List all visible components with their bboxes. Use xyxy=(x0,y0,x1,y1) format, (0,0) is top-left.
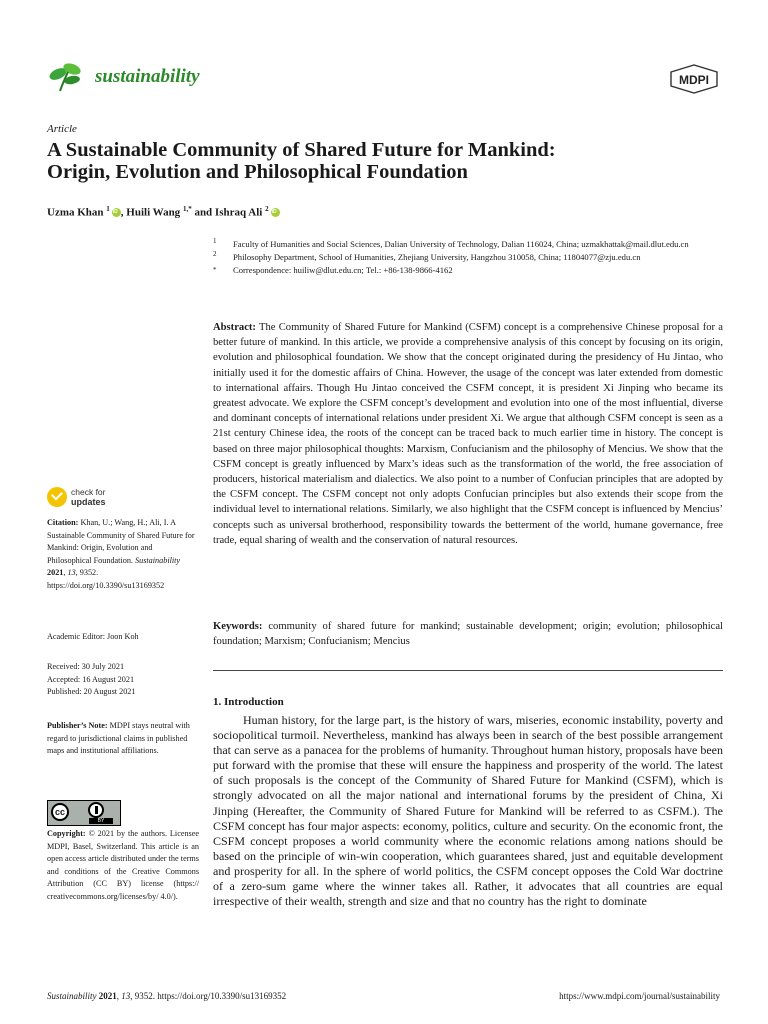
author-name[interactable]: and Ishraq Ali xyxy=(191,206,263,219)
keywords-text: community of shared future for mankind; sustainable development; origin; evolution; philosophical foundation; Marxism; Confucianism; Mencius xyxy=(213,621,723,648)
affiliation-mark: 1 xyxy=(213,237,217,245)
check-line-1: check for xyxy=(71,487,106,497)
affiliation-item xyxy=(213,251,723,264)
citation-journal: Sustainability xyxy=(135,555,181,565)
check-icon xyxy=(47,487,67,507)
affiliations xyxy=(213,238,723,277)
footer-volume: 13 xyxy=(121,991,131,1001)
accepted-date: Accepted: 16 August 2021 xyxy=(47,674,135,684)
journal-name[interactable]: sustainability xyxy=(95,66,200,87)
citation-text: Khan, U.; Wang, H.; Ali, I. A Sustainable Community of Shared Future for Mankind: Origin, Evolution and Philosophical Foundation. xyxy=(47,518,195,565)
publishers-note xyxy=(47,720,199,758)
keywords xyxy=(213,619,723,649)
citation-year: 2021 xyxy=(47,568,64,578)
cc-by-license-icon[interactable] xyxy=(47,800,121,826)
received-date: Received: 30 July 2021 xyxy=(47,662,125,671)
article-type-label: Article xyxy=(47,123,77,135)
copyright-text: © 2021 by the authors. Licensee MDPI, Basel, Switzerland. This article is an open access article distributed under the terms and conditions of the Creative Commons Attribution (CC BY) license (https:// creativecommons.org/licenses/by/ 4.0/). xyxy=(47,829,200,901)
citation-volume: 13 xyxy=(67,568,76,578)
footer-journal-url[interactable]: https://www.mdpi.com/journal/sustainability xyxy=(559,991,720,1001)
correspondence-text: Correspondence: huiliw@dlut.edu.cn; Tel.: +86-138-9866-4162 xyxy=(233,265,453,275)
abstract-text: The Community of Shared Future for Mankind (CSFM) concept is a comprehensive Chinese proposal for a better future of mankind. In this article, we provide a comprehensive analysis of this concept by focusing on its origin, evolution and philosophical foundation. We show that the concept originated during the presidency of Hu Jintao, who initially used it for the domestic affairs of China. However, the usage of the concept was later extended from domestic to international affairs. Though Hu Jintao conceived the CSFM concept, it is president Xi Jinping who became its greatest advocate. We explore the CSFM concept’s development and evolution into one of the most influential, diverse and dominant concepts of international relations under president Xi. We argue that although CSFM concept is seen as a 21st century Chinese idea, the roots of the concept can be traced back to much earlier time in history. The concept is based on three major philosophical thoughts: Marxism, Confucianism and the philosophy of Mencius. We show that the CSFM concept is greatly influenced by Marx’s ideas such as the transformation of the world, the free association of producers, historical materialism and dialectics. We also point to a number of Confucian principles that are adopted by the CSFM concept. The CSFM concept not only adopts Confucian principles but also extends their scope from the individual level to international relations. Similarly, we also highlight that the CSFM concept is influenced by Mencius’ concepts such as universal brotherhood, responsibility towards the betterment of the world, humane governance, free trade, equal sharing of wealth and the conservation of natural resources. xyxy=(213,322,723,546)
affiliation-item xyxy=(213,264,723,277)
orcid-icon[interactable] xyxy=(271,208,280,217)
title-line-1: A Sustainable Community of Shared Future for Mankind: xyxy=(47,139,556,161)
publishers-note-text: MDPI stays neutral with regard to jurisdictional claims in published maps and institutional affiliations. xyxy=(47,721,190,756)
by-label: BY xyxy=(89,818,113,824)
author-name[interactable]: , Huili Wang xyxy=(120,206,181,219)
abstract-label: Abstract: xyxy=(213,322,256,333)
author-affiliation-mark: 1 xyxy=(106,205,110,213)
mdpi-logo-icon[interactable] xyxy=(668,64,720,94)
section-heading: 1. Introduction xyxy=(213,696,284,708)
footer-year: 2021 xyxy=(98,991,117,1001)
affiliation-mark: 2 xyxy=(213,250,217,258)
attribution-icon xyxy=(88,802,104,818)
title-line-2: Origin, Evolution and Philosophical Foundation xyxy=(47,161,468,183)
citation: Citation: Khan, U.; Wang, H.; Ali, I. A Sustainable Community of Shared Future for Mankind: Origin, Evolution and Philosophical Foundation. Sustainability 2021, 13, 9352. https://doi.org/10.3390/su13169352 xyxy=(47,518,195,590)
footer-journal: Sustainability xyxy=(47,991,97,1001)
citation-label: Citation: xyxy=(47,518,79,527)
affiliation-mark: * xyxy=(213,266,217,274)
check-for-updates-label xyxy=(71,487,106,507)
author-affiliation-mark: 2 xyxy=(265,205,269,213)
journal-leaf-logo-icon xyxy=(46,60,86,92)
section-body: Human history, for the large part, is the history of wars, miseries, economic instability, poverty and sociopolitical turmoil. Nevertheless, mankind has always been in search of the best possible arrangement that can serve as a panacea for the problems of humanity. Throughout human history, proposals have been put forward with the promise that these will ensure the happiness and prosperity of the world. The latest of such proposals is the concept of the Community of Shared Future for Mankind (CSFM), which is strongly advocated on all the major national and international forums by the president of China, Xi Jinping (Hereafter, the Community of Shared Future for Mankind will be referred to as CSFM.). The CSFM concept has four major aspects: economy, politics, culture and security. On the economic front, the CSFM concept proposes a world community where the economic relations among nations should be based on the principle of win-win cooperation, which guarantees shared, just and equitable development and prosperity for all. In the sphere of world politics, the CSFM concept opposes the Cold War doctrine of a zero-sum game where the winner takes all. Rather, it advocates that all countries are equal irrespective of their wealth, strength and size and that no country has the right to dominate xyxy=(213,713,723,909)
copyright-label: Copyright: xyxy=(47,829,86,838)
copyright xyxy=(47,828,199,904)
citation-doi-link[interactable]: 9352. https://doi.org/10.3390/su13169352 xyxy=(47,568,165,590)
affiliation-text: Philosophy Department, School of Humanities, Zhejiang University, Hangzhou 310058, China; 11804077@zju.edu.cn xyxy=(233,252,641,262)
article-title xyxy=(47,139,727,183)
dates xyxy=(47,661,199,699)
affiliation-text: Faculty of Humanities and Social Sciences, Dalian University of Technology, Dalian 116024, China; uzmakhattak@mail.dlut.edu.cn xyxy=(233,239,689,249)
abstract xyxy=(213,320,723,548)
publisher-name: MDPI xyxy=(679,73,709,87)
check-for-updates-button[interactable] xyxy=(47,486,167,512)
published-date: Published: 20 August 2021 xyxy=(47,687,136,697)
author-affiliation-mark: 1,* xyxy=(182,205,192,213)
cc-icon: cc xyxy=(51,803,69,821)
author-name[interactable]: Uzma Khan xyxy=(47,206,104,219)
academic-editor: Academic Editor: Joon Koh xyxy=(47,632,139,641)
orcid-icon[interactable] xyxy=(112,208,121,217)
keywords-label: Keywords: xyxy=(213,621,263,632)
footer-citation: Sustainability 2021, 13, 9352. https://doi.org/10.3390/su13169352 xyxy=(47,991,287,1001)
affiliation-item xyxy=(213,238,723,251)
divider xyxy=(213,670,723,671)
footer-doi[interactable]: , 9352. https://doi.org/10.3390/su13169352 xyxy=(130,991,287,1001)
author-list xyxy=(47,205,280,219)
check-line-2: updates xyxy=(71,497,106,507)
publishers-note-label: Publisher’s Note: xyxy=(47,721,108,730)
